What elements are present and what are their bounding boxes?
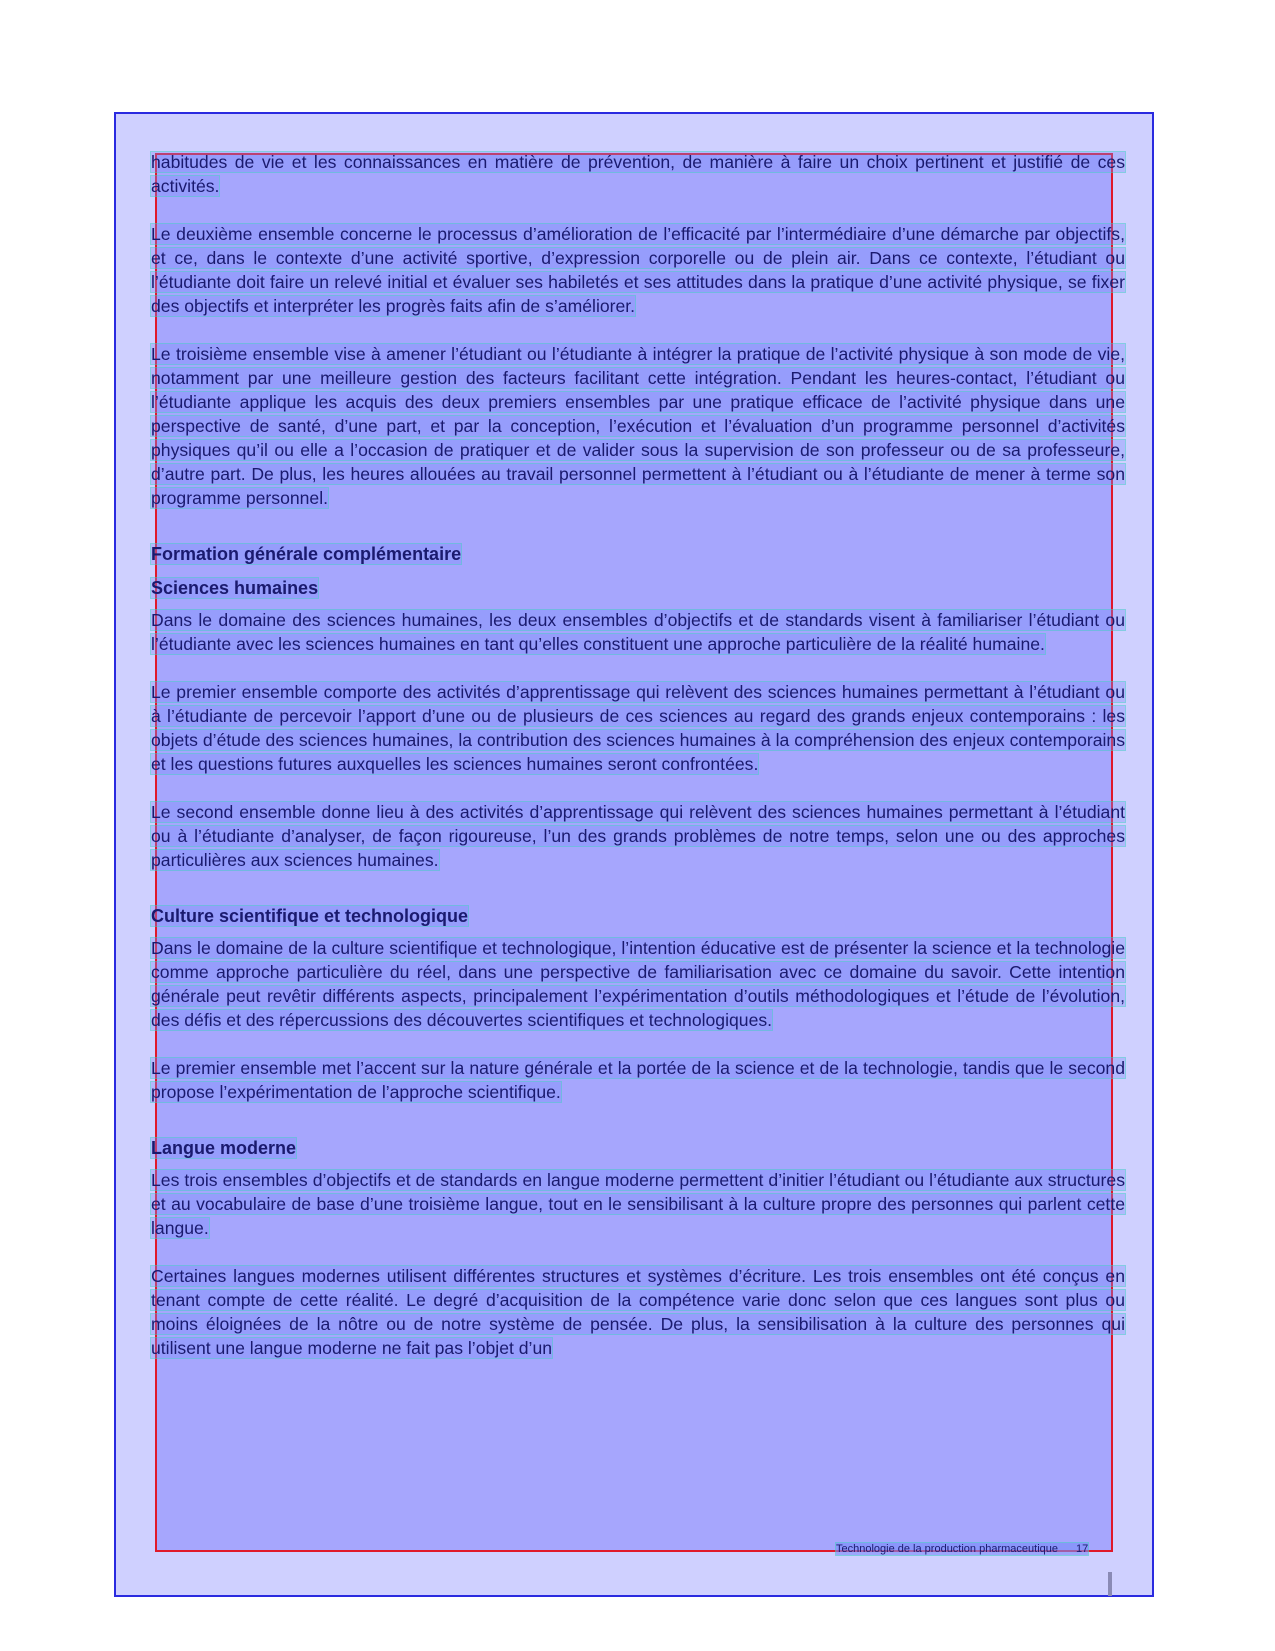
paragraph: Le second ensemble donne lieu à des activités d’apprentissage qui relèvent des sciences humaines permettant à l’étudiant ou à l’étudiante d’analyser, de façon rigoureuse, l’un des grands problèmes de notre temps, selon une ou des approches particulières aux sciences humaines.: [151, 802, 1125, 870]
paragraph: Le troisième ensemble vise à amener l’étudiant ou l’étudiante à intégrer la pratique de l’activité physique à son mode de vie, notamment par une meilleure gestion des facteurs facilitant cette intégration. Pendant les heures-contact, l’étudiant ou l’étudiante applique les acquis des deux premiers ensembles par une pratique efficace de l’activité physique dans une perspective de santé, d’une part, et par la conception, l’exécution et l’évaluation d’un programme personnel d’activités physiques qu’il ou elle a l’occasion de pratiquer et de valider sous la supervision de son professeur ou de sa professeure, d’autre part. De plus, les heures allouées au travail personnel permettent à l’étudiant ou à l’étudiante de mener à terme son programme personnel.: [151, 344, 1125, 508]
paragraph: habitudes de vie et les connaissances en matière de prévention, de manière à faire un choix pertinent et justifié de ces activités.: [151, 152, 1125, 196]
paragraph: Le premier ensemble comporte des activités d’apprentissage qui relèvent des sciences humaines permettant à l’étudiant ou à l’étudiante de percevoir l’apport d’une ou de plusieurs de ces sciences au regard des grands enjeux contemporains : les objets d’étude des sciences humaines, la contribution des sciences humaines à la compréhension des enjeux contemporains et les questions futures auxquelles les sciences humaines seront confrontées.: [151, 682, 1125, 774]
section-title: Formation générale complémentaire: [151, 544, 462, 564]
paragraph: Le premier ensemble met l’accent sur la nature générale et la portée de la science et de la technologie, tandis que le second propose l’expérimentation de l’approche scientifique.: [151, 1058, 1125, 1102]
page-footer: [836, 1543, 1088, 1555]
subsection-title-culture-scientifique: Culture scientifique et technologique: [151, 906, 469, 926]
footer-program-name: Technologie de la production pharmaceutique: [836, 1543, 1058, 1555]
subsection-title-sciences-humaines: Sciences humaines: [151, 578, 319, 598]
paragraph: Les trois ensembles d’objectifs et de standards en langue moderne permettent d’initier l’étudiant ou l’étudiante aux structures et au vocabulaire de base d’une troisième langue, tout en le sensibilisant à la culture propre des personnes qui parlent cette langue.: [151, 1170, 1125, 1238]
paragraph: Dans le domaine des sciences humaines, les deux ensembles d’objectifs et de standards visent à familiariser l’étudiant ou l’étudiante avec les sciences humaines en tant qu’elles constituent une approche particulière de la réalité humaine.: [151, 610, 1125, 654]
subsection-title-langue-moderne: Langue moderne: [151, 1138, 297, 1158]
page-number: 17: [1076, 1543, 1089, 1555]
paragraph: Dans le domaine de la culture scientifique et technologique, l’intention éducative est de présenter la science et la technologie comme approche particulière du réel, dans une perspective de familiarisation avec ce domaine du savoir. Cette intention générale peut revêtir différents aspects, principalement l’expérimentation d’outils méthodologiques et l’étude de l’évolution, des défis et des répercussions des découvertes scientifiques et technologiques.: [151, 938, 1125, 1030]
paragraph: Le deuxième ensemble concerne le processus d’amélioration de l’efficacité par l’intermédiaire d’une démarche par objectifs, et ce, dans le contexte d’une activité sportive, d’expression corporelle ou de plein air. Dans ce contexte, l’étudiant ou l’étudiante doit faire un relevé initial et évaluer ses habiletés et ses attitudes dans la pratique d’une activité physique, se fixer des objectifs et interpréter les progrès faits afin de s’améliorer.: [151, 224, 1125, 316]
document-body: [151, 150, 1125, 1384]
margin-tick: [1108, 1572, 1112, 1596]
paragraph: Certaines langues modernes utilisent différentes structures et systèmes d’écriture. Les trois ensembles ont été conçus en tenant compte de cette réalité. Le degré d’acquisition de la compétence varie donc selon que ces langues sont plus ou moins éloignées de la nôtre ou de notre système de pensée. De plus, la sensibilisation à la culture des personnes qui utilisent une langue moderne ne fait pas l’objet d’un: [151, 1266, 1125, 1358]
